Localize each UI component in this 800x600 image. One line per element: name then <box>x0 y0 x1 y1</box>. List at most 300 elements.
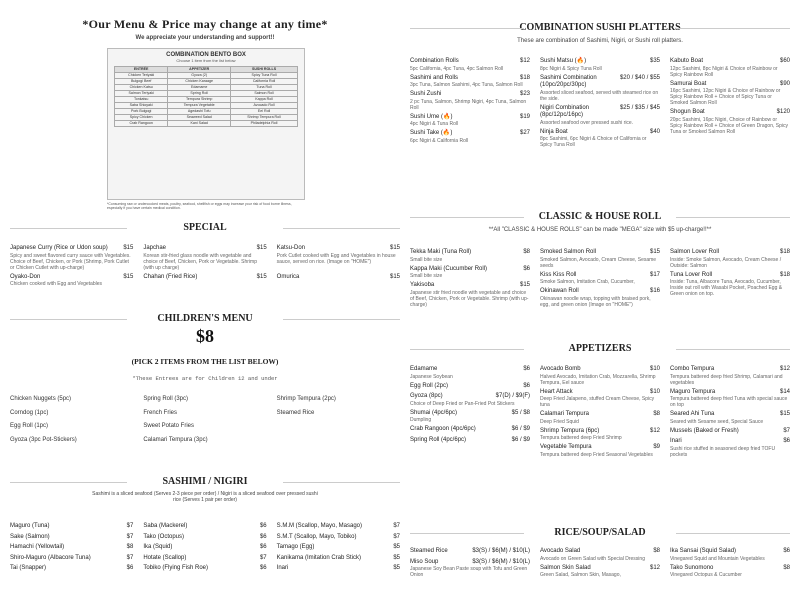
childrens-age-note: *These Entrees are for Children 12 and under <box>132 375 278 382</box>
combination-subtitle: These are combination of Sashimi, Nigiri, or Sushi roll platters. <box>517 38 683 44</box>
table-row <box>114 79 297 85</box>
menu-item <box>10 245 133 271</box>
menu-item-price: $7 <box>126 523 134 529</box>
menu-item <box>277 245 400 271</box>
menu-item <box>410 383 530 391</box>
menu-item-price: $18 <box>779 249 790 255</box>
menu-item-price: $5 <box>393 544 400 550</box>
menu-item-price: $18 <box>519 74 530 81</box>
childrens-item: Spring Roll (3pc) <box>143 396 189 402</box>
appetizers-col-2 <box>540 366 660 461</box>
childrens-item: Egg Roll (1pc) <box>10 423 49 429</box>
menu-item-description: Japanese Soy Bean Paste soup with Tofu and Green Onion <box>410 566 528 578</box>
bento-cell: Kani Salad <box>168 121 231 127</box>
bento-cell: Crab Rangoon <box>114 121 168 127</box>
sashimi-col-1 <box>10 523 133 576</box>
menu-item-price: $6 <box>523 382 530 389</box>
menu-item-description: Inside: Tuna, Albacore Tuna, Avocado, Cucumber, Inside out roll with Wasabi Pocket, Poached Egg & Green onion on top. <box>670 279 783 297</box>
appetizers-header: APPETIZERS <box>410 343 790 354</box>
rice-col-3 <box>670 548 790 581</box>
childrens-menu-price: $8 <box>196 326 214 346</box>
menu-item <box>410 91 530 111</box>
menu-item-name: Calamari Tempura <box>540 411 589 417</box>
menu-item <box>670 81 790 107</box>
menu-item-name: Ika (Squid) <box>143 544 173 550</box>
table-row <box>114 97 297 103</box>
menu-item-name: Sashimi Combination (10pc/20pc/30pc) <box>540 74 597 88</box>
table-row <box>114 85 297 91</box>
menu-item-price: $27 <box>519 130 530 136</box>
menu-item-price: $15 <box>256 273 267 280</box>
menu-item <box>10 544 133 552</box>
menu-item <box>540 428 660 442</box>
sashimi-col-3 <box>277 523 400 576</box>
menu-item-description: Small bite size <box>410 273 443 279</box>
menu-item-price: $7 <box>126 554 134 561</box>
bento-cell: Salmon Roll <box>230 91 297 97</box>
menu-item-name: Shogun Boat <box>670 109 705 115</box>
childrens-pick-instruction: (PICK 2 ITEMS FROM THE LIST BELOW) <box>131 357 279 366</box>
menu-item-price: $9 <box>653 444 660 450</box>
menu-item-price: $17 <box>649 271 660 278</box>
menu-item-name: Ika Sansai (Squid Salad) <box>670 548 737 554</box>
menu-item <box>540 366 660 386</box>
menu-item-price: $15 <box>123 273 134 280</box>
menu-item-name: Salmon Lover Roll <box>670 249 720 255</box>
bento-cell: Eel Roll <box>230 109 297 115</box>
menu-item-name: Avocado Salad <box>540 548 581 554</box>
raw-food-warning: *Consuming raw or undercooked meats, poultry, seafood, shellfish or eggs may increase your risk of food borne illness, especially if you have certain medical condition. <box>107 202 292 210</box>
menu-item-price: $23 <box>519 91 530 97</box>
menu-item <box>143 544 266 552</box>
menu-item-description: Tempura battered deep Fried Shrimp <box>540 435 622 441</box>
menu-item-name: Ninja Boat <box>540 128 568 135</box>
menu-item-name: Kiss Kiss Roll <box>540 271 577 278</box>
menu-item-name: Hamachi (Yellowtail) <box>10 544 65 550</box>
bento-cell: Kappa Roll <box>230 97 297 103</box>
menu-item-price: $6 <box>259 544 267 550</box>
classic-roll-subtitle: **All "CLASSIC & HOUSE ROLLS" can be made "MEGA" size with $5 up-charge!!** <box>488 227 712 233</box>
menu-item-description: Okinawan noodle wrap, topping with braised pork, egg, and green onion (Image on "HOME") <box>540 295 651 308</box>
menu-item-description: 12pc Sashimi, 8pc Nigiri & Choice of Rainbow or Spicy Rainbow Roll <box>670 65 778 78</box>
menu-item-price: $15 <box>779 411 790 417</box>
menu-item <box>540 249 660 269</box>
menu-item <box>410 58 530 72</box>
menu-item-description: Smoke Salmon, Imitation Crab, Cucumber, <box>540 279 635 285</box>
sashimi-description: Sashimi is a sliced seafood (Serves 2-3 piece per order) / Nigiri is a sliced seafood over pressed sushi rice (Serves 1 pair per order) <box>92 491 318 503</box>
menu-item-description: 8pc Sashimi, 6pc Nigiri & Choice of California or Spicy Tuna Roll <box>540 136 647 148</box>
bento-title: COMBINATION BENTO BOX <box>166 52 246 58</box>
menu-item <box>10 523 133 531</box>
menu-item-price: $6 <box>259 533 267 540</box>
menu-item <box>670 411 790 425</box>
sashimi-header: SASHIMI / NIGIRI <box>10 476 400 487</box>
childrens-item: Chicken Nuggets (5pc) <box>10 396 72 402</box>
childrens-menu-header: CHILDREN'S MENU <box>10 313 400 324</box>
bento-cell: Tuna Roll <box>230 85 297 91</box>
menu-item-description: Tempura battered deep Fried Seasonal Vegetables <box>540 451 653 458</box>
bento-cell: Chicken Teriyaki <box>114 73 168 79</box>
classic-roll-items <box>410 249 790 311</box>
right-column <box>410 0 790 600</box>
menu-item-description: 16pc Sashimi, 12pc Nigiri & Choice of Rainbow or Spicy Rainbow Roll + Choice of Spicy Tuna or Smoked Salmon Roll <box>670 88 781 106</box>
menu-item-description: 5pc California, 4pc Tuna, 4pc Salmon Roll <box>410 65 504 72</box>
childrens-item: Shrimp Tempura (2pc) <box>276 396 336 402</box>
menu-item-price: $12 <box>519 58 530 64</box>
menu-item-name: Tai (Snapper) <box>10 565 47 571</box>
menu-item-name: Spring Roll (4pc/6pc) <box>410 436 467 443</box>
menu-item-price: $10 <box>649 388 660 395</box>
menu-item-name: Tobiko (Flying Fish Roe) <box>143 565 209 571</box>
bento-column-header: APPETIZER <box>168 67 231 73</box>
menu-item <box>143 534 266 542</box>
menu-item-description: Korean stir-fried glass noodle with vegetable and choice of Beef, Chicken, Pork or Vegetable. Shrimp (with up charge) <box>143 252 257 271</box>
bento-cell: Bulgogi Beef <box>114 79 168 85</box>
menu-item-price: $7 <box>393 533 400 540</box>
page-subtitle: We appreciate your understanding and support!! <box>135 35 275 41</box>
menu-item-name: Sashimi and Rolls <box>410 74 459 81</box>
menu-item-price: $8 <box>523 249 530 255</box>
menu-item-price: $3(S) / $6(M) / $10(L) <box>472 548 530 554</box>
bento-cell: Saba Shioyaki <box>114 103 168 109</box>
table-row <box>114 109 297 115</box>
menu-item-name: Kanikama (Imitation Crab Stick) <box>276 554 362 561</box>
menu-item <box>410 75 530 89</box>
menu-item-price: $7 <box>393 523 400 529</box>
menu-item-name: Maguro Tempura <box>670 388 716 395</box>
menu-item-price: $16 <box>649 288 660 294</box>
menu-item-name: Yakisoba <box>410 282 435 288</box>
menu-item-name: Avocado Bomb <box>540 366 581 372</box>
menu-item-description: Japanese stir fried noodle with vegetable and choice of Beef, Chicken, Pork or Vegetable. Shrimp (with up-charge) <box>410 289 529 308</box>
menu-item-price: $40 <box>649 128 660 135</box>
menu-item-name: Japchae <box>143 245 167 251</box>
childrens-item: French Fries <box>143 409 178 416</box>
menu-item <box>143 245 266 271</box>
menu-item-name: Sushi Matsu (🔥) <box>540 58 587 64</box>
menu-item-description: Smoked Salmon, Avocado, Cream Cheese, Sesame seeds <box>540 256 657 269</box>
menu-item <box>410 393 530 407</box>
menu-item-price: $12 <box>649 427 660 434</box>
bento-subtitle: Choose 1 item from the list below <box>176 58 236 63</box>
menu-item-name: Samurai Boat <box>670 80 707 87</box>
childrens-item: Calamari Tempura (3pc) <box>143 436 208 443</box>
menu-item-price: $6 / $9 <box>511 436 530 443</box>
bento-cell: Tonkatsu <box>114 97 168 103</box>
menu-item-price: $20 / $40 / $55 <box>619 74 660 81</box>
menu-item-price: $15 <box>389 273 400 280</box>
table-row <box>114 73 297 79</box>
menu-item <box>410 548 530 556</box>
special-header: SPECIAL <box>10 222 400 233</box>
menu-item-price: $8 <box>126 544 134 550</box>
menu-item-price: $6 <box>259 523 267 529</box>
menu-item-description: Dumpling <box>410 417 432 423</box>
menu-item-price: $7 <box>259 554 267 561</box>
childrens-col-1 <box>10 396 133 450</box>
classic-col-2 <box>540 249 660 311</box>
page-title: *Our Menu & Price may change at any time* <box>82 17 328 31</box>
bento-cell: Tempura Vegetable <box>168 103 231 109</box>
menu-item <box>410 266 530 280</box>
menu-item-description: Japanese Soybean <box>410 373 453 380</box>
menu-item <box>540 75 660 102</box>
menu-item-price: $15 <box>389 245 400 251</box>
menu-item-name: Steamed Rice <box>410 548 448 554</box>
bento-cell: Pork Bulgogi <box>114 109 168 115</box>
menu-item-price: $60 <box>779 58 790 64</box>
childrens-item: Steamed Rice <box>276 409 315 416</box>
menu-item <box>10 274 133 288</box>
table-row <box>114 115 297 121</box>
childrens-col-2 <box>143 396 266 450</box>
menu-item-name: Sushi Ume (🔥) <box>410 113 453 120</box>
bento-cell: Seaweed Salad <box>168 115 231 121</box>
sashimi-col-2 <box>143 523 266 576</box>
childrens-item: Gyoza (3pc Pot-Stickers) <box>10 436 77 443</box>
menu-item <box>540 129 660 149</box>
menu-item <box>540 105 660 126</box>
rice-col-1 <box>410 548 530 581</box>
appetizers-items <box>410 366 790 461</box>
rice-soup-salad-items <box>410 548 790 581</box>
menu-item-description: Assorted sliced seafood, served with steamed rice on the side. <box>540 89 659 102</box>
menu-item-name: S.M.T (Scallop, Mayo, Tobiko) <box>276 533 357 540</box>
menu-item-price: $15 <box>519 282 530 288</box>
menu-item <box>410 559 530 579</box>
menu-item <box>277 544 400 552</box>
classic-col-1 <box>410 249 530 311</box>
table-row <box>114 121 297 127</box>
menu-item-name: Gyoza (8pc) <box>410 393 443 399</box>
childrens-item: Corndog (1pc) <box>10 409 49 416</box>
bento-cell: California Roll <box>230 79 297 85</box>
menu-item-description: Sushi rice stuffed in seasoned deep fried TOFU pockets <box>670 445 776 458</box>
menu-item-price: $5 / $8 <box>511 409 530 416</box>
menu-item <box>670 565 790 579</box>
menu-item-price: $8 <box>653 548 660 554</box>
menu-item-name: Okinawan Roll <box>540 288 579 294</box>
combination-col-1 <box>410 58 530 151</box>
bento-cell: Chicken Katsu <box>114 85 168 91</box>
menu-item-price: $12 <box>779 366 790 372</box>
menu-item <box>10 565 133 573</box>
menu-item-name: Kappa Maki (Cucumber Roll) <box>410 265 488 272</box>
menu-item-description: 3pc Tuna, Salmon Sashimi, 4pc Tuna, Salmon Roll <box>410 82 523 88</box>
menu-item <box>540 444 660 458</box>
menu-item <box>10 555 133 563</box>
bento-cell: Philadelphia Roll <box>230 121 297 127</box>
menu-item-description: 6pc Nigiri & California Roll <box>410 137 469 144</box>
childrens-item: Sweet Potato Fries <box>143 423 195 429</box>
menu-item-name: Salmon Skin Salad <box>540 564 591 571</box>
menu-item-price: $7(D) / $9(F) <box>495 393 530 399</box>
menu-item-name: Maguro (Tuna) <box>10 523 50 529</box>
menu-item-price: $6 <box>783 548 790 554</box>
menu-item-description: 2 pc Tuna, Salmon, Shrimp Nigiri, 4pc Tuna, Salmon Roll <box>410 98 527 111</box>
menu-item <box>670 438 790 458</box>
combination-header: COMBINATION SUSHI PLATTERS <box>410 22 790 33</box>
menu-item-price: $6 <box>259 565 267 571</box>
combination-col-2 <box>540 58 660 151</box>
rice-soup-salad-header: RICE/SOUP/SALAD <box>410 527 790 538</box>
table-row <box>114 103 297 109</box>
menu-item-description: Avocado on Green Salad with Special Dressing <box>540 555 645 562</box>
menu-item-price: $6 <box>783 438 790 444</box>
menu-item-description: 8pc Nigiri & Spicy Tuna Roll <box>540 65 602 72</box>
menu-item <box>670 58 790 78</box>
menu-item-name: Crab Rangoon (4pc/6pc) <box>410 426 476 432</box>
menu-item-price: $8 <box>783 564 790 571</box>
menu-item-name: Chahan (Fried Rice) <box>143 273 198 280</box>
menu-item-price: $19 <box>519 113 530 120</box>
rice-col-2 <box>540 548 660 581</box>
table-row <box>114 91 297 97</box>
menu-item <box>410 437 530 445</box>
menu-item-description: Chicken cooked with Egg and Vegetables <box>10 281 103 287</box>
bento-cell: Chicken Karaage <box>168 79 231 85</box>
menu-item-description: Tempura battered deep fried Tuna with special sauce on top <box>670 396 788 408</box>
menu-item <box>670 548 790 562</box>
menu-item <box>277 274 400 288</box>
menu-item-description: Choice of Deep Fried or Pan-Fried Pot Stickers <box>410 400 515 407</box>
menu-item-description: Halved Avocado, Imitation Crab, Mozzarella, Shrimp Tempura, Eel sauce <box>540 373 656 386</box>
menu-item-name: Vegetable Tempura <box>540 444 592 450</box>
menu-item-price: $15 <box>649 249 660 255</box>
childrens-col-3 <box>277 396 400 450</box>
menu-item-price: $7 <box>783 427 790 434</box>
menu-item-description: Vinegared Octopus & Cucumber <box>670 572 742 578</box>
menu-item <box>670 249 790 269</box>
menu-item-name: Tako Sunomono <box>670 564 714 571</box>
menu-item-description: Deep Fried Squid <box>540 418 579 425</box>
menu-item-price: $6 <box>523 265 530 272</box>
menu-item-price: $12 <box>649 564 660 571</box>
menu-item-description: Deep Fried Jalapeno, stuffed Cream Cheese, Spicy tuna <box>540 396 655 408</box>
menu-item-name: Tamago (Egg) <box>276 544 315 550</box>
menu-item <box>410 114 530 128</box>
menu-item-description: Small bite size <box>410 256 443 263</box>
menu-item-description: Spicy and sweet flavored curry sauce with Vegetables. Choice of Beef, Chicken, or Pork (Shrimp, Pork Cutlet or Chicken Cutlet with up-charge) <box>10 252 131 271</box>
menu-item-price: $5 <box>393 554 400 561</box>
menu-item-name: Combo Tempura <box>670 366 715 372</box>
left-column <box>10 0 400 600</box>
menu-item-price: $5 <box>393 565 400 571</box>
menu-item <box>410 249 530 263</box>
bento-cell: Salmon Teriyaki <box>114 91 168 97</box>
bento-cell: Tempura Shrimp <box>168 97 231 103</box>
bento-table <box>114 66 298 127</box>
menu-item-name: Shumai (4pc/6pc) <box>410 409 458 416</box>
appetizers-col-3 <box>670 366 790 461</box>
combination-col-3 <box>670 58 790 151</box>
menu-item-name: Miso Soup <box>410 558 439 565</box>
menu-item-description: Green Salad, Salmon Skin, Masago, <box>540 572 621 578</box>
menu-item <box>277 523 400 531</box>
menu-item-name: Egg Roll (2pc) <box>410 382 449 389</box>
classic-col-3 <box>670 249 790 311</box>
menu-item-description: 4pc Nigiri & Tuna Roll <box>410 121 459 127</box>
bento-cell: Avocado Roll <box>230 103 297 109</box>
sashimi-items <box>10 523 400 576</box>
menu-item-name: Sake (Salmon) <box>10 533 50 540</box>
menu-item-description: Vinegared Squid and Mountain Vegetables <box>670 555 765 562</box>
menu-item <box>143 565 266 573</box>
menu-item <box>540 548 660 562</box>
bento-column-header: SUSHI ROLLS <box>230 67 297 73</box>
menu-item <box>540 565 660 579</box>
menu-item-price: $6 <box>523 366 530 372</box>
menu-item-name: Tekka Maki (Tuna Roll) <box>410 249 472 255</box>
menu-item-name: Shiro-Maguro (Albacore Tuna) <box>10 554 91 561</box>
menu-item-name: Saba (Mackerel) <box>143 523 188 529</box>
bento-cell: Edamame <box>168 85 231 91</box>
menu-item-price: $14 <box>779 388 790 395</box>
childrens-items <box>10 396 400 450</box>
menu-item-price: $6 <box>126 565 134 571</box>
menu-item <box>540 389 660 409</box>
menu-item-name: Heart Attack <box>540 388 573 395</box>
menu-item <box>410 410 530 424</box>
menu-item <box>670 428 790 436</box>
menu-item-name: Tuna Lover Roll <box>670 271 713 278</box>
menu-item <box>540 272 660 286</box>
menu-item <box>540 288 660 308</box>
menu-item-name: Seared Ahi Tuna <box>670 411 715 417</box>
menu-item-description: Tempura battered deep fried Shrimp, Calamari and vegetables <box>670 373 783 386</box>
menu-item-name: Shrimp Tempura (6pc) <box>540 427 600 434</box>
menu-item <box>410 366 530 380</box>
bento-cell: Shrimp Tempura Roll <box>230 115 297 121</box>
menu-item-name: S.M.M (Scallop, Mayo, Masago) <box>276 523 363 529</box>
menu-item-name: Kabuto Boat <box>670 58 704 64</box>
classic-roll-header: CLASSIC & HOUSE ROLL <box>410 211 790 222</box>
menu-item-price: $25 / $35 / $45 <box>619 104 660 111</box>
menu-item-name: Tako (Octopus) <box>143 533 185 540</box>
menu-item-description: Assorted seafood over pressed sushi rice. <box>540 119 634 126</box>
menu-item-name: Katsu-Don <box>276 245 306 251</box>
menu-item <box>670 109 790 135</box>
menu-item <box>540 411 660 425</box>
bento-column-header: ENTRÉE <box>114 67 168 73</box>
menu-item-name: Mussels (Baked or Fresh) <box>670 427 739 434</box>
menu-item-name: Japanese Curry (Rice or Udon soup) <box>10 245 108 251</box>
menu-item-name: Edamame <box>410 366 438 372</box>
menu-item-description: Inside: Smoke Salmon, Avocado, Cream Cheese / Outside: Salmon <box>670 256 782 269</box>
bento-cell: Agedashi Tofu <box>168 109 231 115</box>
menu-item-name: Inari <box>670 438 682 444</box>
combination-items <box>410 58 790 151</box>
menu-item-price: $120 <box>776 109 790 115</box>
bento-cell: Gyoza (2) <box>168 73 231 79</box>
menu-item-description: 20pc Sashimi, 16pc Nigiri, Choice of Rainbow or Spicy Rainbow Roll + Choice of Green Dragon, Spicy Tuna or Smoked Salmon Roll <box>670 116 788 135</box>
menu-item <box>277 555 400 563</box>
appetizers-col-1 <box>410 366 530 461</box>
menu-item <box>277 565 400 573</box>
bento-cell: Spicy Chicken <box>114 115 168 121</box>
menu-item-price: $18 <box>779 271 790 278</box>
menu-item <box>410 426 530 434</box>
menu-item-name: Hotate (Scallop) <box>143 554 187 561</box>
menu-item-price: $90 <box>779 80 790 87</box>
menu-item <box>143 523 266 531</box>
menu-item-description: Seared with Sesame seed, Special Sauce <box>670 418 764 425</box>
menu-item <box>143 555 266 563</box>
menu-item-name: Nigiri Combination (8pc/12pc/16pc) <box>540 104 590 118</box>
menu-item-price: $35 <box>649 58 660 64</box>
menu-item <box>670 389 790 409</box>
bento-cell: Spicy Tuna Roll <box>230 73 297 79</box>
